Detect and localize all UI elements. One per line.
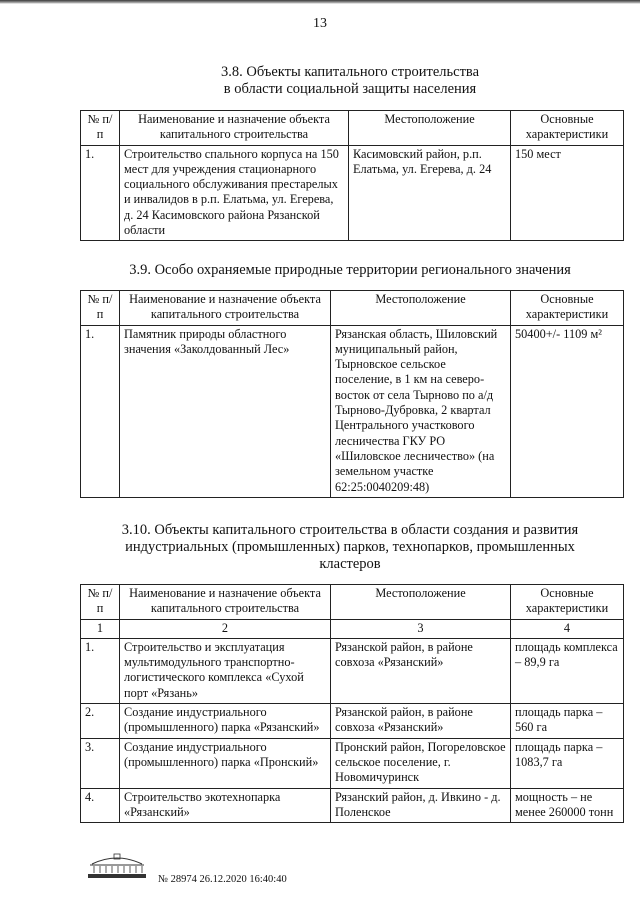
- table-header-row: [81, 111, 624, 146]
- header-name: Наименование и назначение объекта капитального строительства: [120, 585, 331, 620]
- title-line: кластеров: [319, 556, 381, 572]
- header-number: № п/п: [81, 585, 120, 620]
- cell-characteristics: 150 мест: [511, 145, 624, 241]
- column-number: 4: [511, 619, 624, 638]
- cell-location: Рязанский район, д. Ивкино - д. Поленское: [331, 788, 511, 823]
- scan-edge: [0, 0, 640, 4]
- cell-number: 1.: [81, 325, 120, 497]
- cell-characteristics: мощность – не менее 260000 тонн: [511, 788, 624, 823]
- cell-location: Касимовский район, р.п. Елатьма, ул. Егерева, д. 24: [349, 145, 511, 241]
- cell-location: Рязанской район, в районе совхоза «Рязанский»: [331, 638, 511, 703]
- cell-characteristics: 50400+/- 1109 м²: [511, 325, 624, 497]
- section-3-10-table: [80, 584, 624, 823]
- cell-characteristics: площадь комплекса – 89,9 га: [511, 638, 624, 703]
- title-line: индустриальных (промышленных) парков, технопарков, промышленных: [125, 539, 575, 555]
- title-line: 3.9. Особо охраняемые природные территории регионального значения: [129, 262, 571, 278]
- document-registration-info: № 28974 26.12.2020 16:40:40: [158, 874, 287, 885]
- header-location: Местоположение: [331, 585, 511, 620]
- table-row: [81, 145, 624, 241]
- section-3-10-title: [80, 522, 620, 573]
- cell-name: Создание индустриального (промышленного) парка «Пронский»: [120, 738, 331, 788]
- cell-name: Строительство и эксплуатация мультимодульного транспортно-логистического комплекса «Сухой порт «Рязань»: [120, 638, 331, 703]
- column-number: 1: [81, 619, 120, 638]
- table-row: [81, 704, 624, 739]
- cell-number: 2.: [81, 704, 120, 739]
- cell-number: 4.: [81, 788, 120, 823]
- title-line: 3.8. Объекты капитального строительства: [220, 64, 480, 80]
- title-line: 3.10. Объекты капитального строительства в области создания и развития: [121, 522, 579, 538]
- cell-number: 3.: [81, 738, 120, 788]
- header-number: № п/п: [81, 291, 120, 326]
- cell-location: Пронский район, Погореловское сельское поселение, г. Новомичуринск: [331, 738, 511, 788]
- table-header-row: [81, 291, 624, 326]
- section-3-9-title: [80, 262, 620, 279]
- government-building-stamp-icon: [82, 850, 152, 880]
- header-characteristics: Основные характеристики: [511, 585, 624, 620]
- cell-characteristics: площадь парка – 1083,7 га: [511, 738, 624, 788]
- cell-location: Рязанская область, Шиловский муниципальный район, Тырновское сельское поселение, в 1 км на северо-восток от села Тырново по а/д Тырново-Дубровка, 2 квартал Центрального участкового лесничества ГКУ РО «Шиловское лесничество» (на земельном участке 62:25:0040209:48): [331, 325, 511, 497]
- header-name: Наименование и назначение объекта капитального строительства: [120, 291, 331, 326]
- section-3-9-table: [80, 290, 624, 498]
- section-3-8-title: [80, 64, 620, 98]
- header-characteristics: Основные характеристики: [511, 111, 624, 146]
- header-location: Местоположение: [331, 291, 511, 326]
- table-row: [81, 638, 624, 703]
- cell-name: Памятник природы областного значения «Заколдованный Лес»: [120, 325, 331, 497]
- section-3-8-table: [80, 110, 624, 241]
- column-number: 2: [120, 619, 331, 638]
- page-number: 13: [313, 16, 327, 31]
- cell-name: Строительство спального корпуса на 150 мест для учреждения стационарного социального обслуживания престарелых и инвалидов в р.п. Елатьма, ул. Егерева, д. 24 Касимовского района Рязанской области: [120, 145, 349, 241]
- header-number: № п/п: [81, 111, 120, 146]
- cell-location: Рязанской район, в районе совхоза «Рязанский»: [331, 704, 511, 739]
- cell-number: 1.: [81, 638, 120, 703]
- cell-characteristics: площадь парка – 560 га: [511, 704, 624, 739]
- column-number-row: [81, 619, 624, 638]
- title-line: в области социальной защиты населения: [223, 81, 477, 97]
- cell-name: Создание индустриального (промышленного) парка «Рязанский»: [120, 704, 331, 739]
- table-row: [81, 325, 624, 497]
- cell-number: 1.: [81, 145, 120, 241]
- table-row: [81, 738, 624, 788]
- header-location: Местоположение: [349, 111, 511, 146]
- cell-name: Строительство экотехнопарка «Рязанский»: [120, 788, 331, 823]
- table-header-row: [81, 585, 624, 620]
- column-number: 3: [331, 619, 511, 638]
- header-name: Наименование и назначение объекта капитального строительства: [120, 111, 349, 146]
- table-row: [81, 788, 624, 823]
- header-characteristics: Основные характеристики: [511, 291, 624, 326]
